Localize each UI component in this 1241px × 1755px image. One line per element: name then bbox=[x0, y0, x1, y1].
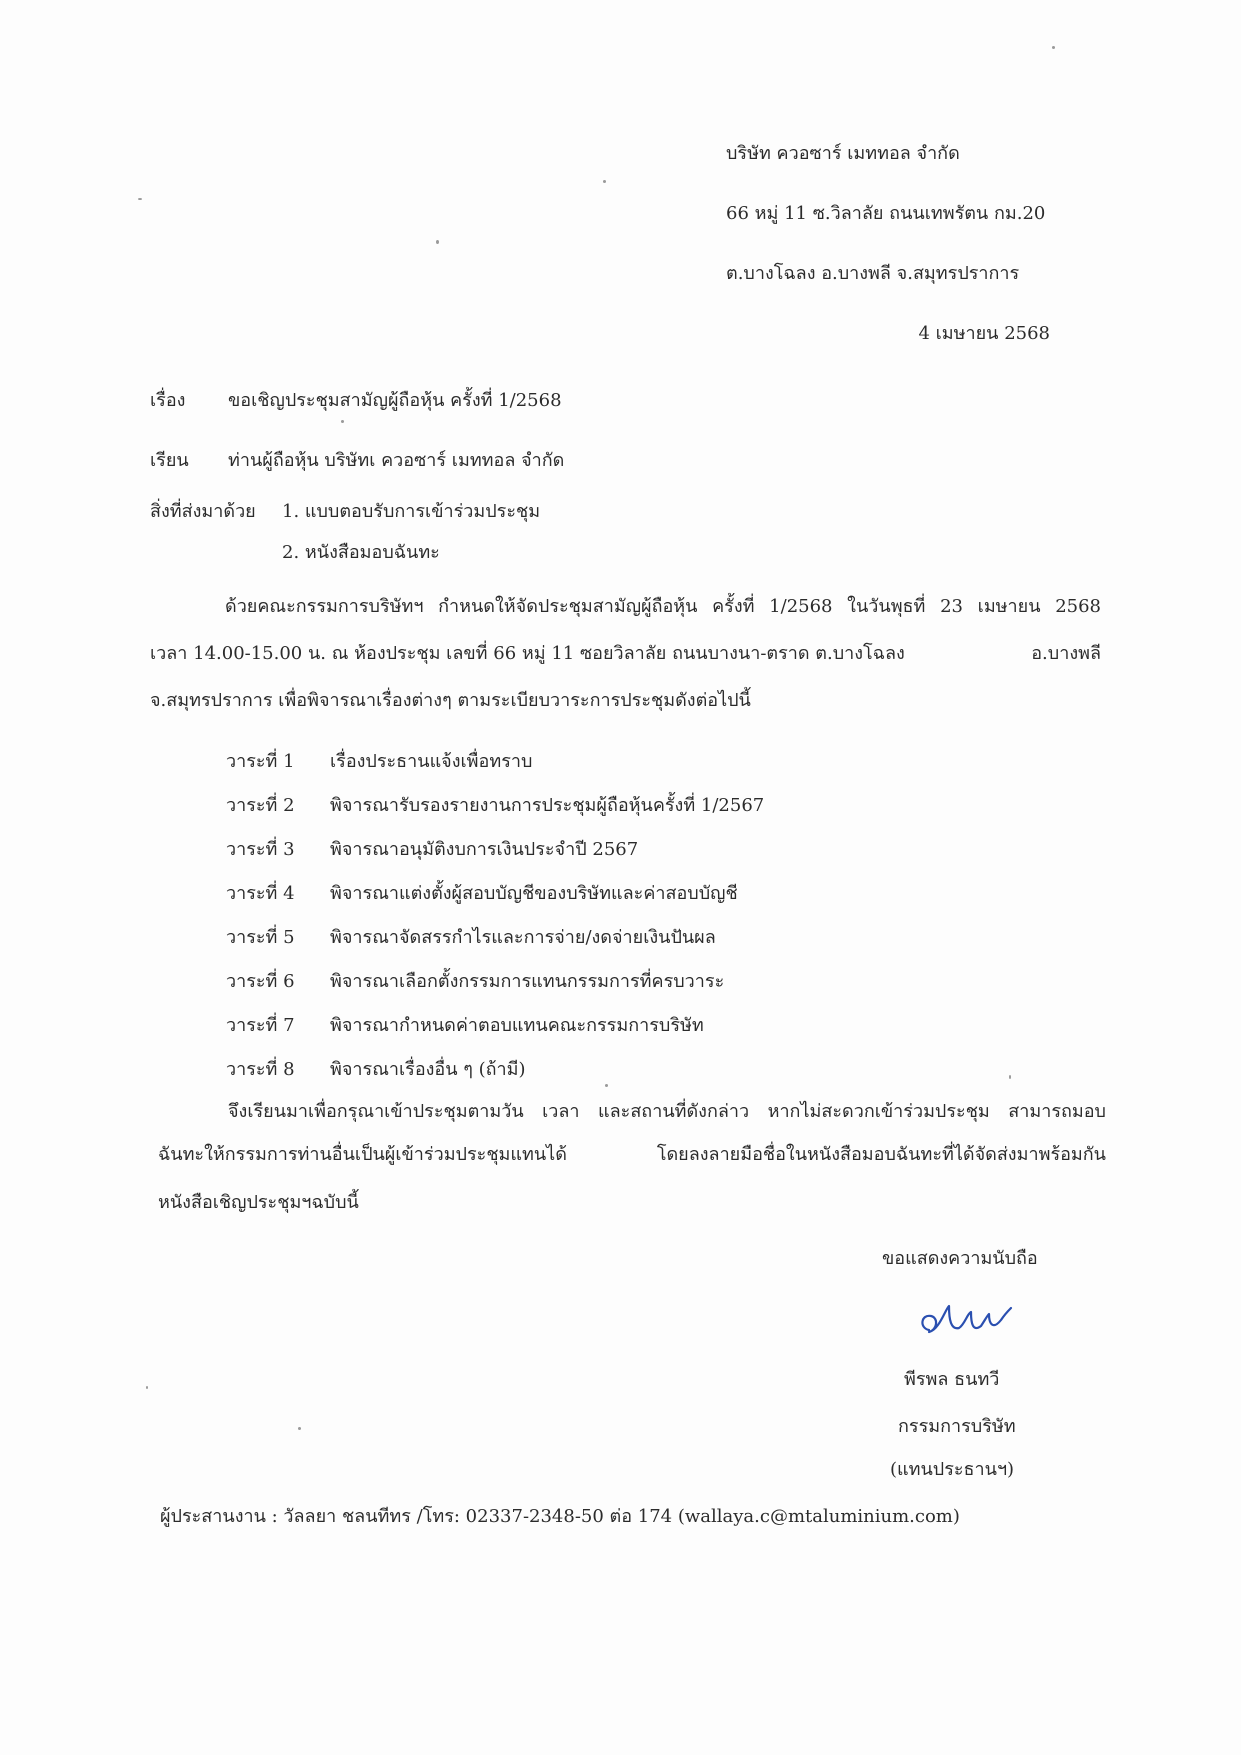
scan-speck bbox=[436, 240, 439, 244]
subject-label: เรื่อง bbox=[150, 390, 186, 411]
enclosures-label: สิ่งที่ส่งมาด้วย bbox=[150, 501, 256, 522]
closing-line: จึงเรียนมาเพื่อกรุณาเข้าประชุมตามวัน เวลา และสถานที่ดังกล่าว หากไม่สะดวกเข้าร่วมประชุม สามารถมอบ bbox=[228, 1101, 1106, 1122]
agenda-text: พิจารณาเลือกตั้งกรรมการแทนกรรมการที่ครบวาระ bbox=[330, 971, 725, 992]
agenda-text: พิจารณากำหนดค่าตอบแทนคณะกรรมการบริษัท bbox=[330, 1015, 704, 1036]
agenda-number: วาระที่ 5 bbox=[226, 927, 295, 948]
scan-speck bbox=[298, 1427, 301, 1430]
agenda-text: พิจารณาจัดสรรกำไรและการจ่าย/งดจ่ายเงินปันผล bbox=[330, 927, 716, 948]
closing-line: หนังสือเชิญประชุมฯฉบับนี้ bbox=[158, 1192, 359, 1213]
company-address-line1: 66 หมู่ 11 ซ.วิลาลัย ถนนเทพรัตน กม.20 bbox=[726, 203, 1046, 224]
handwritten-signature bbox=[915, 1298, 1015, 1344]
agenda-text: เรื่องประธานแจ้งเพื่อทราบ bbox=[330, 751, 533, 772]
agenda-number: วาระที่ 2 bbox=[226, 795, 295, 816]
scan-speck bbox=[1009, 1075, 1011, 1079]
agenda-number: วาระที่ 8 bbox=[226, 1059, 295, 1080]
agenda-number: วาระที่ 6 bbox=[226, 971, 295, 992]
signatory-capacity: (แทนประธานฯ) bbox=[890, 1459, 1015, 1480]
scan-speck bbox=[341, 420, 344, 423]
agenda-text: พิจารณาแต่งตั้งผู้สอบบัญชีของบริษัทและค่าสอบบัญชี bbox=[330, 883, 738, 904]
scan-speck bbox=[146, 1386, 148, 1389]
recipient-text: ท่านผู้ถือหุ้น บริษัทเ ควอซาร์ เมททอล จำกัด bbox=[228, 450, 565, 471]
contact-footer: ผู้ประสานงาน : วัลลยา ชลนทีทร /โทร: 02337-2348-50 ต่อ 174 (wallaya.c@mtaluminium.com) bbox=[160, 1506, 960, 1527]
agenda-number: วาระที่ 4 bbox=[226, 883, 295, 904]
agenda-number: วาระที่ 7 bbox=[226, 1015, 295, 1036]
signatory-position: กรรมการบริษัท bbox=[898, 1416, 1016, 1437]
letter-date: 4 เมษายน 2568 bbox=[918, 323, 1050, 344]
enclosure-item: 2. หนังสือมอบฉันทะ bbox=[282, 542, 440, 563]
complimentary-close: ขอแสดงความนับถือ bbox=[882, 1248, 1038, 1269]
intro-line: จ.สมุทรปราการ เพื่อพิจารณาเรื่องต่างๆ ตามระเบียบวาระการประชุมดังต่อไปนี้ bbox=[150, 690, 751, 711]
signatory-name: พีรพล ธนทวี bbox=[904, 1369, 1000, 1390]
recipient-label: เรียน bbox=[150, 450, 189, 471]
scan-speck bbox=[605, 1084, 608, 1087]
company-address-line2: ต.บางโฉลง อ.บางพลี จ.สมุทรปราการ bbox=[726, 263, 1020, 284]
intro-line-end: อ.บางพลี bbox=[1031, 643, 1101, 664]
closing-line: ฉันทะให้กรรมการท่านอื่นเป็นผู้เข้าร่วมประชุมแทนได้ โดยลงลายมือชื่อในหนังสือมอบฉันทะที่ได้จัดส่งมาพร้อมกัน bbox=[158, 1144, 1106, 1165]
scan-speck bbox=[138, 198, 142, 200]
subject-text: ขอเชิญประชุมสามัญผู้ถือหุ้น ครั้งที่ 1/2568 bbox=[228, 390, 562, 411]
agenda-number: วาระที่ 1 bbox=[226, 751, 295, 772]
agenda-text: พิจารณาเรื่องอื่น ๆ (ถ้ามี) bbox=[330, 1059, 526, 1080]
enclosure-item: 1. แบบตอบรับการเข้าร่วมประชุม bbox=[282, 501, 541, 522]
company-name: บริษัท ควอซาร์ เมททอล จำกัด bbox=[726, 143, 960, 164]
agenda-number: วาระที่ 3 bbox=[226, 839, 295, 860]
intro-line: เวลา 14.00-15.00 น. ณ ห้องประชุม เลขที่ 66 หมู่ 11 ซอยวิลาลัย ถนนบางนา-ตราด ต.บางโฉลง bbox=[150, 643, 905, 664]
intro-line: ด้วยคณะกรรมการบริษัทฯ กำหนดให้จัดประชุมสามัญผู้ถือหุ้น ครั้งที่ 1/2568 ในวันพุธที่ 23 เมษายน 2568 bbox=[225, 596, 1101, 617]
scan-speck bbox=[603, 180, 606, 183]
scan-speck bbox=[1052, 46, 1055, 49]
agenda-text: พิจารณารับรองรายงานการประชุมผู้ถือหุ้นครั้งที่ 1/2567 bbox=[330, 795, 765, 816]
agenda-text: พิจารณาอนุมัติงบการเงินประจำปี 2567 bbox=[330, 839, 639, 860]
